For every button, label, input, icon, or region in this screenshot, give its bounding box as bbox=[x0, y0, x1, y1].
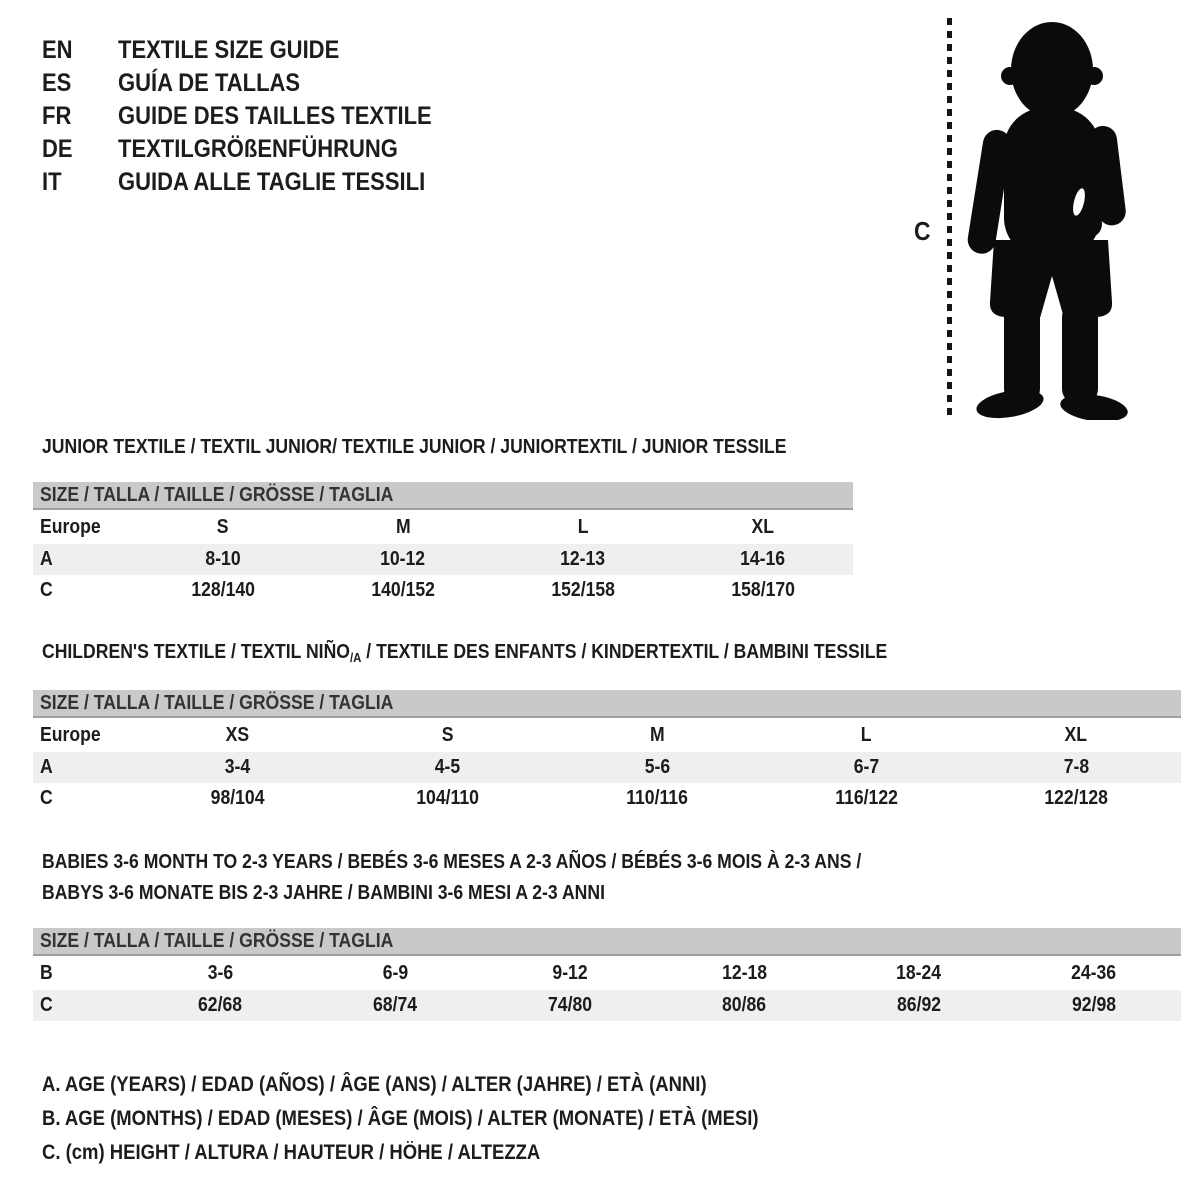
language-code: EN bbox=[42, 36, 73, 64]
age-cell: 4-5 bbox=[434, 756, 461, 778]
children-size-table bbox=[33, 690, 1181, 814]
table-row-region bbox=[33, 510, 853, 544]
height-cell: 158/170 bbox=[731, 579, 795, 601]
language-title-block bbox=[42, 34, 475, 199]
table-row-months bbox=[33, 956, 1181, 990]
height-cell: 128/140 bbox=[191, 579, 255, 601]
legend-line-c: C. (cm) HEIGHT / ALTURA / HAUTEUR / HÖHE / ALTEZZA bbox=[42, 1141, 541, 1164]
size-cell: L bbox=[861, 723, 872, 746]
size-cell: M bbox=[649, 723, 665, 746]
size-header-label: SIZE / TALLA / TAILLE / GRÖSSE / TAGLIA bbox=[40, 929, 394, 952]
legend-block bbox=[42, 1068, 856, 1170]
month-cell: 3-6 bbox=[207, 961, 234, 984]
legend-line-b: B. AGE (MONTHS) / EDAD (MESES) / ÂGE (MOIS) / ALTER (MONATE) / ETÀ (MESI) bbox=[42, 1107, 759, 1130]
size-cell: L bbox=[577, 515, 589, 538]
size-cell: S bbox=[217, 515, 229, 538]
size-cell: XL bbox=[751, 515, 775, 538]
guide-title: GUIDA ALLE TAGLIE TESSILI bbox=[118, 168, 426, 196]
height-cell: 116/122 bbox=[835, 787, 898, 809]
age-cell: 3-4 bbox=[225, 756, 251, 778]
language-code: ES bbox=[42, 69, 72, 97]
row-label: C bbox=[40, 994, 53, 1016]
row-label: A bbox=[40, 756, 53, 778]
size-cell: M bbox=[395, 515, 411, 538]
size-cell: S bbox=[441, 723, 454, 746]
toddler-silhouette-image bbox=[960, 12, 1142, 420]
table-row-height bbox=[33, 990, 1181, 1021]
babies-size-table bbox=[33, 928, 1181, 1021]
row-label: Europe bbox=[40, 723, 101, 746]
children-title-subscript: /A bbox=[349, 650, 362, 665]
month-cell: 18-24 bbox=[896, 961, 942, 984]
age-cell: 14-16 bbox=[740, 548, 786, 570]
month-cell: 24-36 bbox=[1071, 961, 1117, 984]
language-code: FR bbox=[42, 102, 72, 130]
age-cell: 10-12 bbox=[380, 548, 426, 570]
height-measure-dashed-line bbox=[947, 18, 952, 416]
children-section-title: CHILDREN'S TEXTILE / TEXTIL $NIÑO_{/A}$ / TEXTILE DES ENFANTS / KINDERTEXTIL / BAMBINI TESSILE bbox=[42, 641, 888, 665]
height-cell: 80/86 bbox=[722, 994, 767, 1016]
language-row bbox=[42, 133, 475, 166]
language-row bbox=[42, 34, 475, 67]
age-cell: 6-7 bbox=[853, 756, 880, 778]
height-cell: 68/74 bbox=[372, 994, 418, 1016]
row-label: B bbox=[40, 961, 53, 984]
guide-title: GUIDE DES TAILLES TEXTILE bbox=[118, 102, 432, 130]
height-cell: 122/128 bbox=[1044, 787, 1109, 809]
table-row-height bbox=[33, 575, 853, 606]
table-row-age bbox=[33, 544, 853, 575]
age-cell: 7-8 bbox=[1063, 756, 1089, 778]
size-header-bar bbox=[33, 690, 1181, 718]
height-cell: 74/80 bbox=[547, 994, 592, 1016]
babies-section-title-line2: BABYS 3-6 MONATE BIS 2-3 JAHRE / BAMBINI 3-6 MESI A 2-3 ANNI bbox=[42, 882, 605, 904]
language-code: IT bbox=[42, 168, 62, 196]
height-cell: 140/152 bbox=[371, 579, 435, 601]
row-label: C bbox=[40, 787, 53, 809]
size-header-label: SIZE / TALLA / TAILLE / GRÖSSE / TAGLIA bbox=[40, 483, 394, 506]
month-cell: 9-12 bbox=[552, 961, 588, 984]
age-cell: 8-10 bbox=[205, 548, 241, 570]
height-measure-label: C bbox=[914, 216, 931, 246]
row-label: A bbox=[40, 548, 53, 570]
height-cell: 92/98 bbox=[1071, 994, 1116, 1016]
guide-title: TEXTILE SIZE GUIDE bbox=[118, 36, 340, 64]
age-cell: 12-13 bbox=[560, 548, 606, 570]
language-row bbox=[42, 100, 475, 133]
height-cell: 86/92 bbox=[896, 994, 942, 1016]
height-cell: 62/68 bbox=[198, 994, 243, 1016]
language-row bbox=[42, 67, 475, 100]
size-header-label: SIZE / TALLA / TAILLE / GRÖSSE / TAGLIA bbox=[40, 691, 394, 714]
language-code: DE bbox=[42, 135, 73, 163]
guide-title: GUÍA DE TALLAS bbox=[118, 69, 301, 97]
month-cell: 6-9 bbox=[382, 961, 408, 984]
height-cell: 98/104 bbox=[210, 787, 265, 809]
size-cell: XS bbox=[226, 723, 250, 746]
row-label: C bbox=[40, 579, 53, 601]
size-header-bar bbox=[33, 928, 1181, 956]
table-row-region bbox=[33, 718, 1181, 752]
junior-section-title: JUNIOR TEXTILE / TEXTIL JUNIOR/ TEXTILE JUNIOR / JUNIORTEXTIL / JUNIOR TESSILE bbox=[42, 436, 787, 458]
age-cell: 5-6 bbox=[644, 756, 670, 778]
guide-title: TEXTILGRÖßENFÜHRUNG bbox=[118, 135, 398, 163]
height-cell: 110/116 bbox=[626, 787, 688, 809]
height-cell: 104/110 bbox=[416, 787, 479, 809]
legend-line-a: A. AGE (YEARS) / EDAD (AÑOS) / ÂGE (ANS) / ALTER (JAHRE) / ETÀ (ANNI) bbox=[42, 1073, 707, 1096]
size-cell: XL bbox=[1064, 723, 1088, 746]
row-label: Europe bbox=[40, 515, 101, 538]
size-header-bar bbox=[33, 482, 853, 510]
height-cell: 152/158 bbox=[551, 579, 615, 601]
table-row-age bbox=[33, 752, 1181, 783]
month-cell: 12-18 bbox=[721, 961, 767, 984]
babies-section-title-line1: BABIES 3-6 MONTH TO 2-3 YEARS / BEBÉS 3-6 MESES A 2-3 AÑOS / BÉBÉS 3-6 MOIS À 2-3 ANS / bbox=[42, 851, 862, 873]
junior-size-table bbox=[33, 482, 853, 606]
table-row-height bbox=[33, 783, 1181, 814]
language-row bbox=[42, 166, 475, 199]
